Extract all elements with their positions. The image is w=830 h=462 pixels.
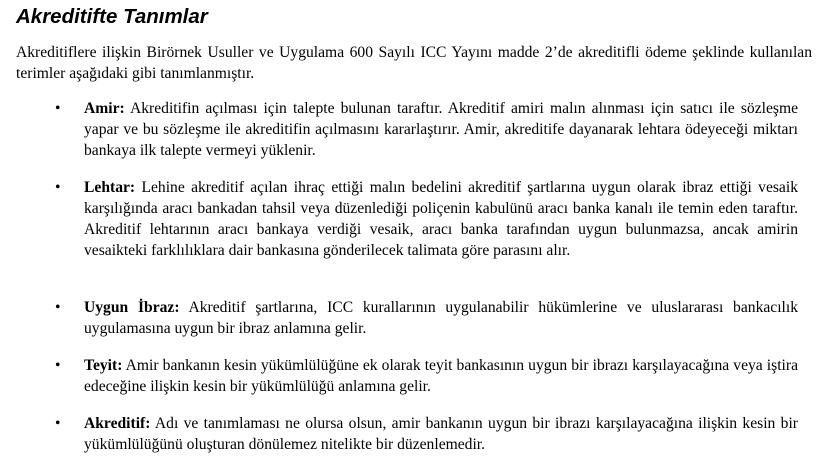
bullet-icon: • (55, 357, 61, 374)
definition-term: Uygun İbraz: (84, 299, 180, 316)
definition-text (84, 177, 798, 261)
definition-term: Amir: (84, 100, 125, 117)
definition-term: Teyit: (84, 357, 123, 374)
definition-term: Akreditif: (84, 415, 151, 432)
definition-term: Lehtar: (84, 179, 136, 196)
bullet-icon: • (55, 100, 61, 117)
definition-body: Adı ve tanımlaması ne olursa olsun, amir bankanın uygun bir ibrazı karşılayacağına ilişkin kesin bir yükümlülüğünü oluşturan dönülemez nitelikte bir düzenlemedir. (84, 415, 798, 453)
section-title: Akreditifte Tanımlar (16, 5, 208, 28)
bullet-icon: • (55, 299, 61, 316)
definition-body: Amir bankanın kesin yükümlülüğüne ek olarak teyit bankasının uygun bir ibrazı karşılayacağına veya iştira edeceğine ilişkin kesin bir yükümlülüğü anlamına gelir. (84, 357, 798, 395)
definition-text (84, 98, 798, 161)
definition-body: Akreditifin açılması için talepte bulunan taraftır. Akreditif amiri malın alınması için satıcı ile sözleşme yapar ve bu sözleşme ile akreditifin açılmasını kararlaştırır. Amir, akreditife dayanarak lehtara ödeyeceği miktarı bankaya ilk talepte vermeyi yüklenir. (84, 100, 798, 159)
definition-body: Akreditif şartlarına, ICC kurallarının uygulanabilir hükümlerine ve uluslararası bankacılık uygulamasına uygun bir ibraz anlamına gelir. (84, 299, 798, 337)
definition-body: Lehine akreditif açılan ihraç ettiği malın bedelini akreditif şartlarına uygun olarak ibraz ettiği vesaik karşılığında aracı bankadan tahsil veya düzenlediği poliçenin kabulünü aracı banka kanalı ile temin eden taraftır. Akreditif lehtarının aracı bankaya verdiği vesaik, aracı banka tarafından uygun bulunmazsa, ancak amirin vesaikteki farklılıklara dair bankasına gönderilecek talimata göre parasını alır. (84, 179, 798, 259)
definition-text (84, 413, 798, 455)
intro-paragraph: Akreditiflere ilişkin Birörnek Usuller ve Uygulama 600 Sayılı ICC Yayını madde 2’de akreditifli ödeme şeklinde kullanılan terimler aşağıdaki gibi tanımlanmıştır. (16, 44, 812, 82)
bullet-icon: • (55, 179, 61, 196)
definition-text (84, 297, 798, 339)
bullet-icon: • (55, 415, 61, 432)
definition-text (84, 355, 798, 397)
